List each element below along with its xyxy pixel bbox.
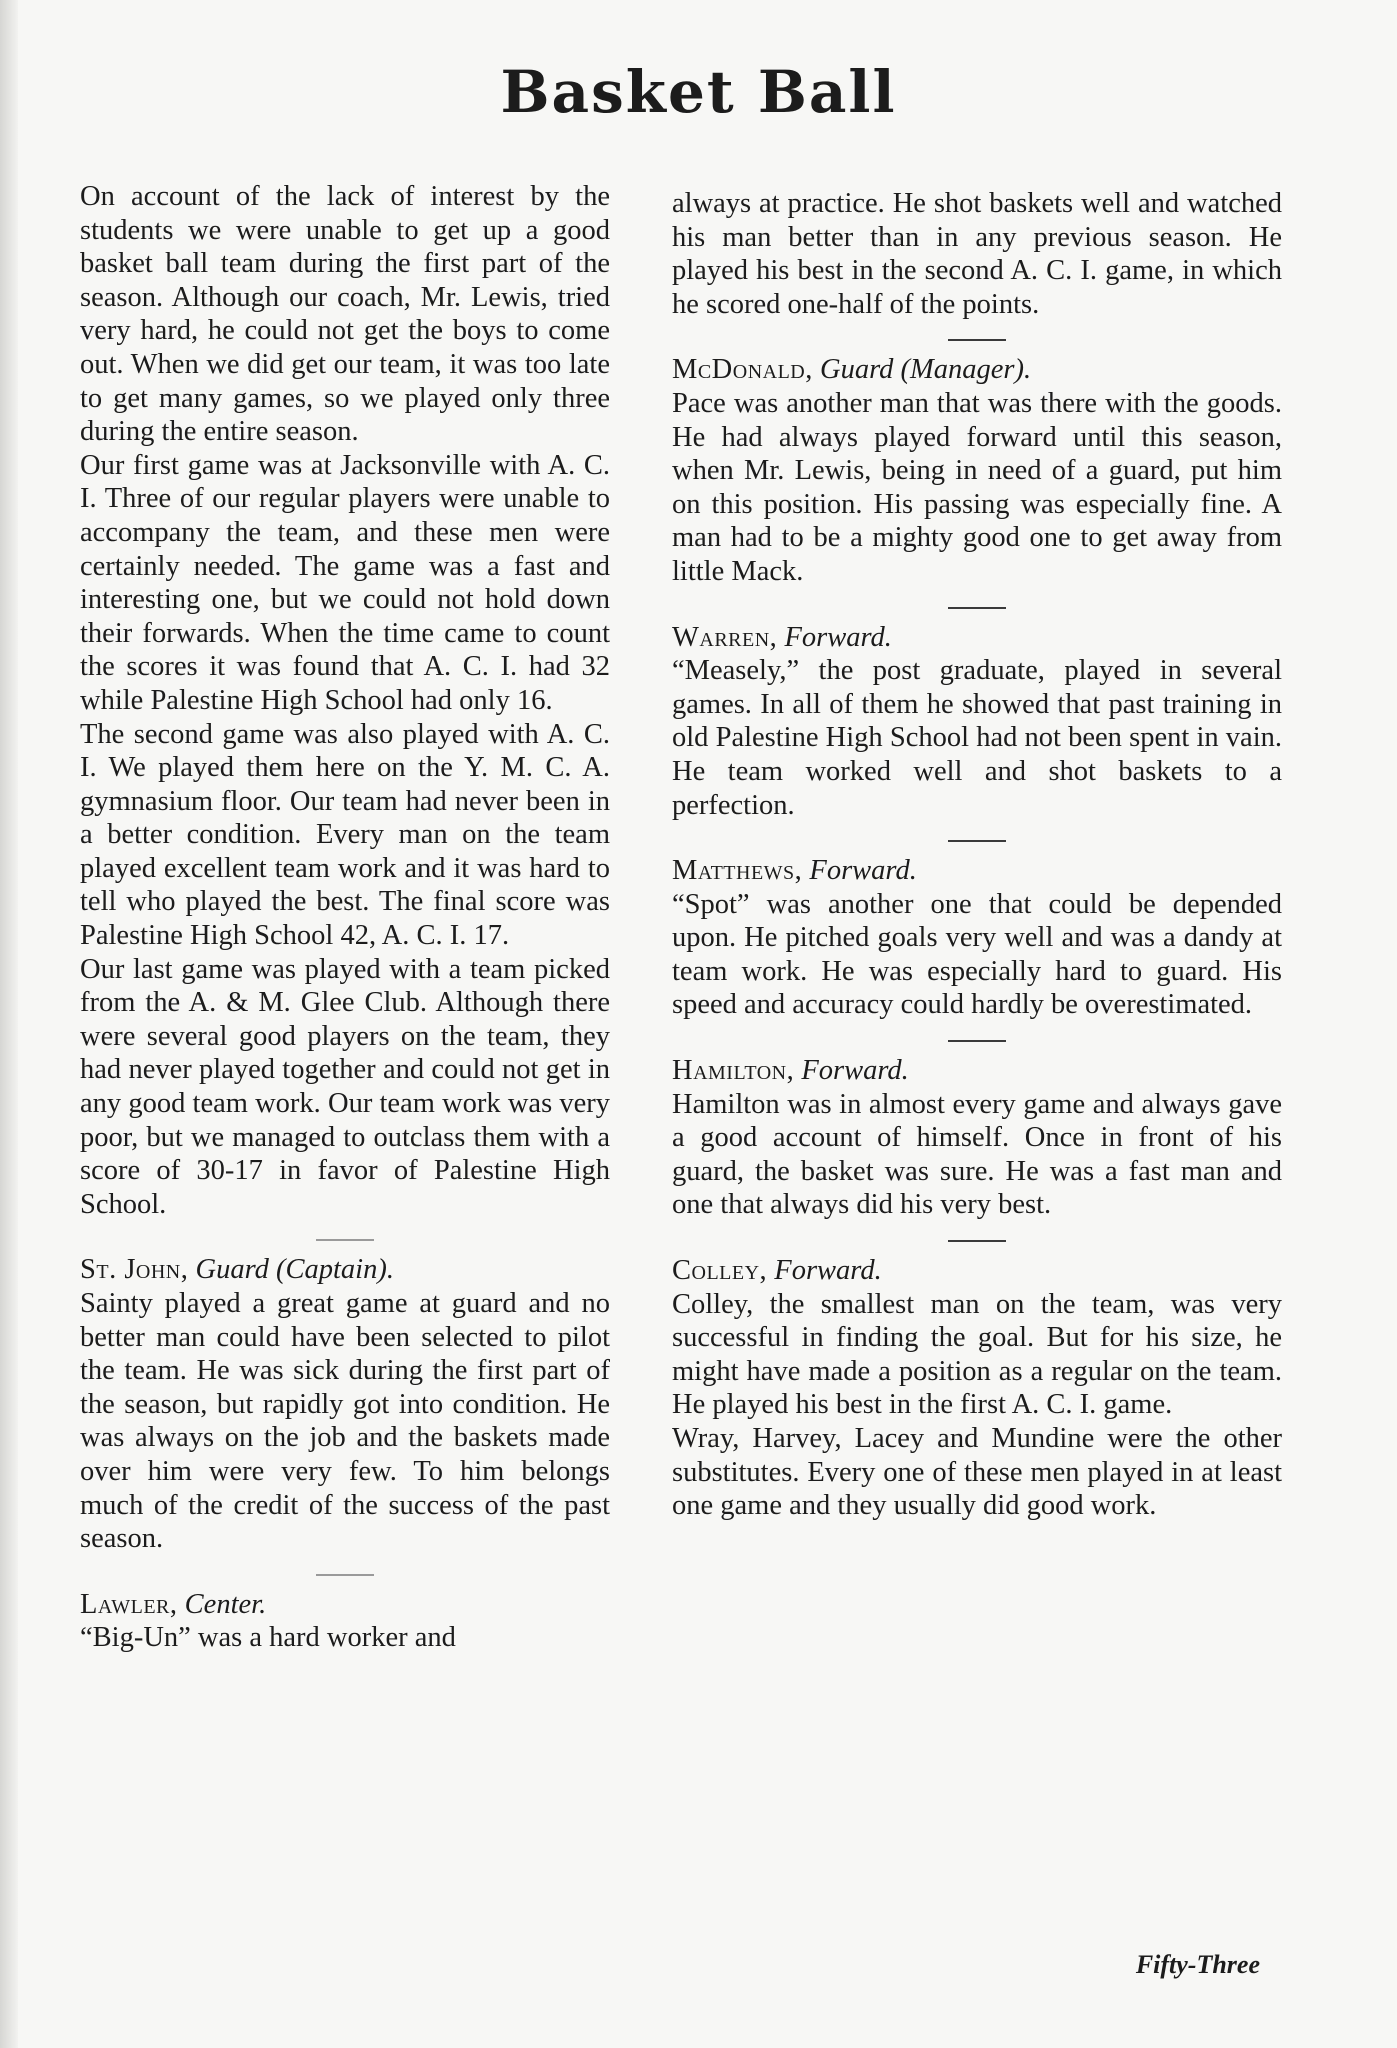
section-divider xyxy=(948,607,1006,609)
player-name: Hamilton, xyxy=(672,1055,795,1087)
player-name: Warren, xyxy=(672,621,778,653)
player-writeup-warren: “Measely,” the post graduate, played in several games. In all of them he showed that past training in old Palestine High School had not been spent in vain. He team worked well and shot baskets to a perfection. xyxy=(672,655,1282,821)
player-position: Forward. xyxy=(784,621,892,653)
player-name: St. John, xyxy=(80,1254,189,1286)
player-writeup-hamilton: Hamilton was in almost every game and always gave a good account of himself. Once in front of his guard, the basket was sure. He was a fast man and one that always did his very best. xyxy=(672,1088,1282,1221)
page-number: Fifty-Three xyxy=(1135,1950,1260,1979)
section-divider xyxy=(948,339,1006,341)
player-name: Colley, xyxy=(672,1255,768,1287)
left-column xyxy=(80,180,610,1655)
section-divider xyxy=(948,840,1006,842)
player-heading-warren xyxy=(672,621,1282,655)
player-heading-hamilton xyxy=(672,1054,1282,1088)
intro-paragraph: On account of the lack of interest by the students we were unable to get up a good basket ball team during the first part of the season. Although our coach, Mr. Lewis, tried very hard, he could not get the boys to come out. When we did get our team, it was too late to get many games, so we played only three during the entire season. xyxy=(80,181,610,448)
player-position: Forward. xyxy=(801,1055,909,1087)
player-name: Matthews, xyxy=(672,855,803,887)
right-column xyxy=(672,187,1282,1523)
page-binding-shadow xyxy=(0,0,18,2048)
section-divider xyxy=(948,1040,1006,1042)
player-writeup-lawler: “Big-Un” was a hard worker and xyxy=(80,1622,456,1654)
section-divider xyxy=(316,1574,374,1576)
player-heading-lawler xyxy=(80,1588,610,1622)
player-name: McDonald, xyxy=(672,354,813,386)
page-title: Basket Ball xyxy=(500,58,897,126)
player-position: Forward. xyxy=(809,855,917,887)
substitutes-paragraph: Wray, Harvey, Lacey and Mundine were the other substitutes. Every one of these men played in at least one game and they usually did good work. xyxy=(672,1423,1282,1522)
second-game-paragraph: The second game was also played with A. C. I. We played them here on the Y. M. C. A. gymnasium floor. Our team had never been in a better condition. Every man on the team played excellent team work and it was hard to tell who played the best. The final score was Palestine High School 42, A. C. I. 17. xyxy=(80,718,610,952)
player-position: Guard (Manager). xyxy=(820,354,1032,386)
player-heading-mcdonald xyxy=(672,353,1282,387)
player-heading-colley xyxy=(672,1254,1282,1288)
first-game-paragraph: Our first game was at Jacksonville with A. C. I. Three of our regular players were unable to accompany the team, and these men were certainly needed. The game was a fast and interesting one, but we could not hold down their forwards. When the time came to count the scores it was found that A. C. I. had 32 while Palestine High School had only 16. xyxy=(80,449,610,716)
player-writeup-st-john: Sainty played a great game at guard and no better man could have been selected to pilot the team. He was sick during the first part of the season, but rapidly got into condition. He was always on the job and the baskets made over him were very few. To him belongs much of the credit of the success of the past season. xyxy=(80,1288,610,1555)
player-position: Guard (Captain). xyxy=(195,1254,394,1286)
last-game-paragraph: Our last game was played with a team picked from the A. & M. Glee Club. Although there were several good players on the team, they had never played together and could not get in any good team work. Our team work was very poor, but we managed to outclass them with a score of 30-17 in favor of Palestine High School. xyxy=(80,953,610,1220)
section-divider xyxy=(948,1240,1006,1242)
player-position: Center. xyxy=(184,1588,267,1620)
player-position: Forward. xyxy=(774,1255,882,1287)
player-writeup-colley: Colley, the smallest man on the team, was very successful in finding the goal. But for his size, he might have made a position as a regular on the team. He played his best in the first A. C. I. game. xyxy=(672,1288,1282,1421)
player-writeup-matthews: “Spot” was another one that could be depended upon. He pitched goals very well and was a dandy at team work. He was especially hard to guard. His speed and accuracy could hardly be overestimated. xyxy=(672,888,1282,1021)
player-writeup-mcdonald: Pace was another man that was there with the goods. He had always played forward until this season, when Mr. Lewis, being in need of a guard, put him on this position. His passing was especially fine. A man had to be a mighty good one to get away from little Mack. xyxy=(672,387,1282,587)
section-divider xyxy=(316,1239,374,1241)
player-name: Lawler, xyxy=(80,1588,178,1620)
player-writeup-lawler-continued: always at practice. He shot baskets well and watched his man better than in any previous season. He played his best in the second A. C. I. game, in which he scored one-half of the points. xyxy=(672,188,1282,320)
player-heading-matthews xyxy=(672,854,1282,888)
player-heading-st-john xyxy=(80,1253,610,1287)
